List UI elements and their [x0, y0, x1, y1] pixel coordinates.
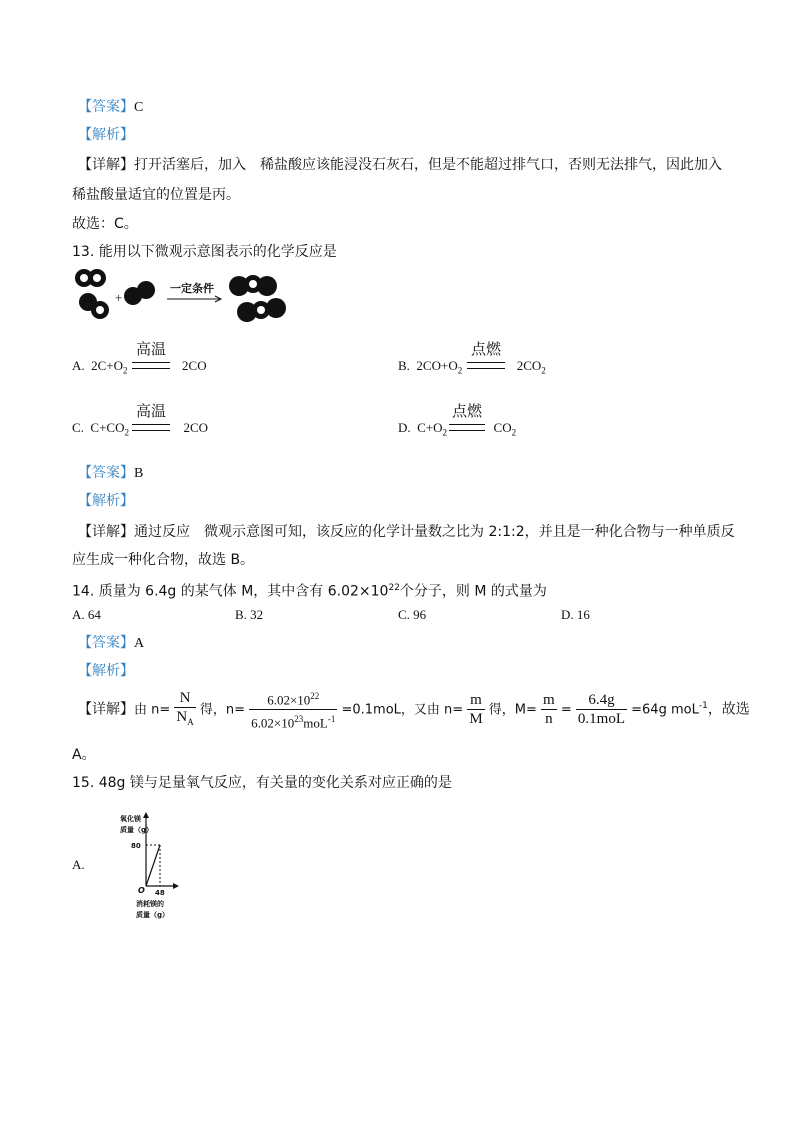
product-co2-molecule-1: [229, 275, 277, 296]
fraction-n-over-na: $\frac{N}{N_A}$: [176, 689, 194, 727]
option-left: $2C+O_2$: [91, 358, 128, 376]
option-left: $C+CO_2$: [90, 420, 129, 438]
q14-option-d[interactable]: D. 16: [561, 607, 590, 622]
detail-tag: 【详解】: [78, 701, 134, 718]
data-line: [146, 845, 160, 886]
plus-sign: +: [115, 290, 123, 305]
q14-option-a[interactable]: A. 64: [72, 607, 101, 622]
option-letter: A.: [72, 358, 85, 373]
answer-tag: 【答案】: [78, 465, 134, 481]
q13-option-c-condition: 高温: [136, 404, 167, 420]
fraction-m-over-M: $\frac{m}{M}$: [469, 692, 483, 728]
answer-value: C: [134, 100, 144, 115]
q12-answer: [78, 97, 143, 118]
q13-detail-line1: [78, 522, 735, 542]
option-letter: D.: [398, 420, 411, 435]
product-co2-molecule-2: [237, 298, 286, 322]
detail-tag: 【详解】: [78, 524, 134, 540]
q13-option-b-equals-bar: [467, 362, 505, 369]
reactant-co-molecule-2: [79, 293, 109, 319]
q13-detail-line2: 应生成一种化合物，故选 B。: [72, 552, 255, 568]
x-axis-label-line2: 质量（g）: [136, 911, 170, 919]
option-right: 2CO: [182, 358, 207, 373]
reactant-o2-molecule: [124, 281, 155, 305]
detail-text: 通过反应 微观示意图可知，该反应的化学计量数之比为 2:1:2，并且是一种化合物与一种单质反: [134, 524, 735, 540]
detail-text: 打开活塞后，加入 稀盐酸应该能浸没石灰石，但是不能超过排气口，否则无法排气，因此加入: [134, 157, 722, 173]
q14-formula-end: A。: [72, 747, 96, 763]
option-letter: B.: [398, 358, 410, 373]
detail-tag: 【详解】: [78, 157, 134, 173]
x-tick-label: 48: [155, 889, 165, 897]
q15-option-a-letter[interactable]: A.: [72, 857, 85, 872]
q13-option-a-condition: 高温: [136, 342, 167, 358]
fraction-mass-over-moles: $\frac{6.4g}{\text{0.1moL}}$: [577, 692, 625, 728]
option-right: 2CO: [183, 420, 209, 435]
q14-stem: 14. 质量为 6.4g 的某气体 M，其中含有 $6.02\times 10^{22}$个分子，则 M 的式量为: [72, 583, 547, 600]
q13-option-d-equals-bar: [449, 424, 485, 431]
reactant-co-molecule-1: [75, 269, 106, 287]
option-right: $2CO_2$: [516, 358, 546, 376]
y-axis: [143, 812, 149, 886]
q14-option-c[interactable]: C. 96: [398, 607, 427, 622]
fraction-m-over-n: $\frac{m}{n}$: [543, 692, 555, 728]
q14-analysis-tag: 【解析】: [78, 663, 134, 679]
y-axis-label-line2: 质量（g）: [120, 826, 154, 834]
x-axis-label-line1: 消耗镁的: [136, 900, 164, 908]
answer-tag: 【答案】: [78, 99, 134, 115]
molecule-diagram: [72, 268, 302, 330]
answer-value: A: [134, 636, 145, 651]
q13-stem: 13. 能用以下微观示意图表示的化学反应是: [72, 244, 337, 260]
fraction-avogadro: $\frac{6.02\times 10^{22}}{6.02\times 10^{23}moL^{-1}}$: [249, 687, 337, 733]
q15-option-a-graph: [118, 810, 198, 925]
y-axis-label-line1: 氧化镁: [120, 815, 141, 823]
q12-choose: 故选：C。: [72, 216, 138, 232]
q12-detail-line2: 稀盐酸量适宜的位置是丙。: [72, 187, 240, 203]
option-right: $CO_2$: [493, 420, 517, 438]
arrow-condition-label: 一定条件: [170, 282, 214, 295]
reaction-arrow-icon: [167, 296, 221, 302]
q14-option-b[interactable]: B. 32: [235, 607, 264, 622]
answer-value: B: [134, 466, 144, 481]
q13-analysis-tag: 【解析】: [78, 493, 134, 509]
q13-option-d-condition: 点燃: [452, 404, 483, 420]
y-tick-label: 80: [131, 842, 141, 850]
q14-answer: [78, 633, 144, 654]
q13-option-b-condition: 点燃: [471, 342, 502, 358]
q14-formula-line: 【详解】由 n= $\frac{N}{N_A}$ 得，n= $\frac{6.02\times 10^{22}}{6.02\times 10^{23}moL^{-1}}$ =0.1moL，又由 n= $\frac{m}{M}$ 得，M= $\frac{m}{n}$ = $\frac{6.4g}{\text{0.1moL}}$ =64g moL$^{-1}$，故选: [78, 687, 750, 733]
answer-tag: 【答案】: [78, 635, 134, 651]
q13-option-c-equals-bar: [132, 424, 170, 431]
q15-stem: 15. 48g 镁与足量氧气反应，有关量的变化关系对应正确的是: [72, 775, 452, 791]
q12-analysis-tag: 【解析】: [78, 127, 134, 143]
option-letter: C.: [72, 420, 84, 435]
origin-label: O: [138, 886, 145, 895]
q13-option-a-equals-bar: [132, 362, 170, 369]
option-left: $2CO+O_2$: [416, 358, 463, 376]
q12-detail-line1: [78, 155, 722, 175]
q13-answer: [78, 463, 143, 484]
option-left: $C+O_2$: [417, 420, 448, 438]
